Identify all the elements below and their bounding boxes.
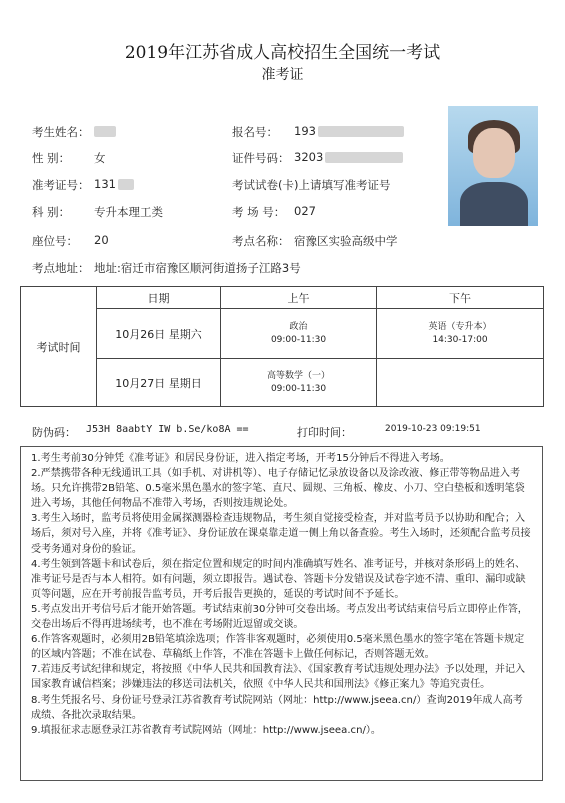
name-label: 考生姓名： xyxy=(32,125,90,139)
header-pm: 下午 xyxy=(377,287,544,309)
idno-label: 证件号码： xyxy=(232,151,290,165)
rule-item: 1.考生考前30分钟凭《准考证》和居民身份证，进入指定考场，开考15分钟后不得进入考场。 xyxy=(31,453,450,464)
rule-item: 8.考生凭报名号、身份证号登录江苏省教育考试院网站（网址：http://www.jseea.cn/）查询2019年成人高考成绩、各批次录取结果。 xyxy=(31,694,523,721)
pm-session: 英语（专升本） 14:30-17:00 xyxy=(377,309,544,359)
gender-label: 性 别： xyxy=(32,151,71,165)
anti-fake-code: J53H 8aabtY IW b.Se/ko8A == xyxy=(86,424,249,435)
header-am: 上午 xyxy=(221,287,377,309)
regno-label: 报名号： xyxy=(232,125,278,139)
anti-fake-label: 防伪码： xyxy=(32,426,76,439)
ticket-value: 131 xyxy=(94,177,134,191)
venue-value: 宿豫区实验高级中学 xyxy=(294,234,398,248)
row-date: 10月26日 星期六 xyxy=(97,309,221,359)
idno-value: 3203 xyxy=(294,150,403,164)
rule-item: 5.考点发出开考信号后才能开始答题。考试结束前30分钟可交卷出场。考点发出考试结束信号后立即停止作答，交卷出场后不得再进场续考，也不准在考场附近逗留或交谈。 xyxy=(31,603,528,631)
rule-item: 3.考生入场时，监考员将使用金属探测器检查违规物品，考生须自觉接受检查，并对监考员予以协助和配合；入场后，须对号入座，并将《准考证》、身份证放在课桌靠走道一侧上角以备查验。考生入场时，还须配合监考员接受考务通对身份的验证。 xyxy=(31,513,531,555)
exam-schedule-table xyxy=(20,286,544,407)
rule-item: 4.考生领到答题卡和试卷后，须在指定位置和规定的时间内准确填写姓名、准考证号，并核对条形码上的姓名、准考证号是否与本人相符。如有问题，须立即报告。遇试卷、答题卡分发错误及试卷字迹不清、重印、漏印或缺页等问题，应在开考前报告监考员，开考后报告更换的，延误的考试时间不予延长。 xyxy=(31,558,526,600)
venue-label: 考点名称： xyxy=(232,234,290,248)
room-value: 027 xyxy=(294,204,316,218)
room-label: 考 场 号： xyxy=(232,205,286,219)
rule-item: 7.若违反考试纪律和规定，将按照《中华人民共和国教育法》、《国家教育考试违规处理办法》予以处理，并记入国家教育诚信档案；涉嫌违法的移送司法机关，依照《中华人民共和国刑法》《修正案九》等追究责任。 xyxy=(31,664,526,691)
subject-value: 专升本理工类 xyxy=(94,205,163,219)
row-date: 10月27日 星期日 xyxy=(97,359,221,407)
name-value-redacted xyxy=(94,124,116,138)
rule-item: 2.严禁携带各种无线通讯工具（如手机、对讲机等）、电子存储记忆录放设备以及涂改液、修正带等物品进入考场。只允许携带2B铅笔、0.5毫米黑色墨水的签字笔、直尺、圆规、三角板、橡皮、小刀、空白垫板和透明笔袋进入考场，其他任何物品不准带入考场，否则按违规论处。 xyxy=(31,468,525,510)
page-subtitle: 准考证 xyxy=(261,67,304,83)
print-time-value: 2019-10-23 09:19:51 xyxy=(385,424,481,434)
subject-label: 科 别： xyxy=(32,205,71,219)
card-note: 考试试卷(卡)上请填写准考证号 xyxy=(232,178,391,192)
header-date: 日期 xyxy=(97,287,221,309)
regno-value: 193 xyxy=(294,124,404,138)
exam-time-label: 考试时间 xyxy=(21,287,97,407)
address-label: 考点地址： xyxy=(32,261,90,275)
candidate-photo xyxy=(448,106,538,226)
page-title: 2019年江苏省成人高校招生全国统一考试 xyxy=(124,43,441,63)
am-session: 政治 09:00-11:30 xyxy=(221,309,377,359)
ticket-label: 准考证号： xyxy=(32,178,90,192)
print-time-label: 打印时间： xyxy=(297,426,352,439)
seat-value: 20 xyxy=(94,233,109,247)
am-session: 高等数学（一） 09:00-11:30 xyxy=(221,359,377,407)
seat-label: 座位号： xyxy=(32,234,78,248)
address-value: 地址:宿迁市宿豫区顺河街道扬子江路3号 xyxy=(94,261,301,275)
exam-rules xyxy=(20,446,543,781)
pm-session xyxy=(377,359,544,407)
gender-value: 女 xyxy=(94,151,106,165)
rule-item: 9.填报征求志愿登录江苏省教育考试院网站（网址：http://www.jseea.cn/）。 xyxy=(31,724,382,736)
rule-item: 6.作答客观题时，必须用2B铅笔填涂选项；作答非客观题时，必须使用0.5毫米黑色墨水的签字笔在答题卡规定的区域内答题；不准在试卷、草稿纸上作答，不准在答题卡上做任何标记，否则答题无效。 xyxy=(31,634,525,661)
